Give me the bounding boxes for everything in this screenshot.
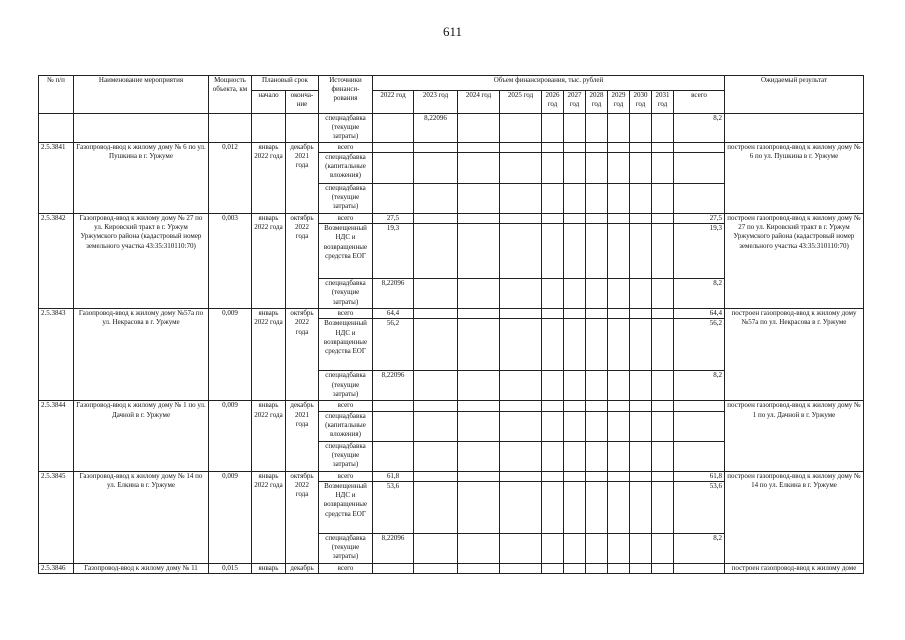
value-2023: 8,22096 <box>414 114 458 143</box>
expected-result: построен газопровод-ввод к жилому дому № 14 по ул. Елкина в г. Уржуме <box>725 471 864 563</box>
value-empty <box>652 114 674 143</box>
value-empty <box>542 371 564 401</box>
start-date: январь 2022 года <box>252 142 286 213</box>
funding-source: спецнадбавка (капитальные вложения) <box>319 152 373 183</box>
value-empty <box>458 563 500 573</box>
funding-source: всего <box>319 142 373 152</box>
value-empty <box>652 411 674 441</box>
value-empty <box>630 152 652 183</box>
row-num: 2.5.3844 <box>39 401 74 471</box>
value-empty <box>630 401 652 411</box>
value-empty <box>630 533 652 563</box>
value-2022: 19,3 <box>373 224 414 279</box>
value-empty <box>564 279 586 309</box>
value-empty <box>586 183 608 213</box>
value-empty <box>652 309 674 319</box>
value-empty <box>630 142 652 152</box>
funding-source: всего <box>319 213 373 223</box>
value-empty <box>586 213 608 223</box>
value-2022 <box>373 411 414 441</box>
value-empty <box>652 401 674 411</box>
value-empty <box>564 309 586 319</box>
value-empty <box>586 142 608 152</box>
value-2022 <box>373 401 414 411</box>
value-2023 <box>414 319 458 371</box>
value-empty <box>500 533 542 563</box>
value-2023 <box>414 471 458 481</box>
value-empty <box>542 441 564 471</box>
value-empty <box>652 224 674 279</box>
value-total: 8,2 <box>674 371 725 401</box>
value-empty <box>564 563 586 573</box>
header-year: 2027 год <box>564 91 586 114</box>
value-total: 61,8 <box>674 471 725 481</box>
value-empty <box>630 319 652 371</box>
value-2023 <box>414 371 458 401</box>
value-empty <box>542 142 564 152</box>
header-capacity: Мощность объекта, км <box>209 76 252 114</box>
financing-table <box>38 75 864 574</box>
value-empty <box>630 224 652 279</box>
value-empty <box>542 533 564 563</box>
value-empty <box>564 114 586 143</box>
value-empty <box>458 142 500 152</box>
measure-name: Газопровод-ввод к жилому дому № 11 <box>74 563 209 573</box>
value-empty <box>458 441 500 471</box>
value-empty <box>608 213 630 223</box>
value-empty <box>652 441 674 471</box>
start-date: январь <box>252 563 286 573</box>
value-empty <box>608 183 630 213</box>
value-2023 <box>414 224 458 279</box>
funding-source: спецнадбавка (текущие затраты) <box>319 441 373 471</box>
value-2023 <box>414 481 458 533</box>
value-empty <box>564 401 586 411</box>
value-empty <box>458 319 500 371</box>
value-total <box>674 152 725 183</box>
value-empty <box>542 411 564 441</box>
row-num <box>39 114 74 143</box>
value-2022 <box>373 114 414 143</box>
value-empty <box>608 114 630 143</box>
value-2022 <box>373 183 414 213</box>
value-empty <box>542 471 564 481</box>
value-empty <box>652 152 674 183</box>
value-empty <box>608 319 630 371</box>
value-empty <box>630 114 652 143</box>
funding-source: всего <box>319 309 373 319</box>
measure-name: Газопровод-ввод к жилому дому № 14 по ул. Елкина в г. Уржуме <box>74 471 209 563</box>
header-year: 2030 год <box>630 91 652 114</box>
value-2022: 56,2 <box>373 319 414 371</box>
header-year: 2028 год <box>586 91 608 114</box>
value-empty <box>500 401 542 411</box>
table-row <box>39 114 864 143</box>
value-2022: 8,22096 <box>373 371 414 401</box>
expected-result <box>725 114 864 143</box>
value-empty <box>500 142 542 152</box>
end-date: декабрь 2021 года <box>286 142 319 213</box>
value-empty <box>586 441 608 471</box>
funding-source: спецнадбавка (текущие затраты) <box>319 533 373 563</box>
measure-name <box>74 114 209 143</box>
start-date: январь 2022 года <box>252 213 286 308</box>
expected-result: построен газопровод-ввод к жилому дому №57а по ул. Некрасова в г. Уржуме <box>725 309 864 401</box>
value-empty <box>500 114 542 143</box>
end-date: декабрь 2021 года <box>286 401 319 471</box>
header-start: начало <box>252 91 286 114</box>
end-date: декабрь <box>286 563 319 573</box>
value-empty <box>542 114 564 143</box>
value-empty <box>564 533 586 563</box>
value-2023 <box>414 183 458 213</box>
value-2023 <box>414 533 458 563</box>
measure-name: Газопровод-ввод к жилому дому №57а по ул. Некрасова в г. Уржуме <box>74 309 209 401</box>
value-total <box>674 411 725 441</box>
expected-result: построен газопровод-ввод к жилому дому № 27 по ул. Кировский тракт в г. Уржум Уржумского района (кадастровый номер земельного участка 43:35:310110:70) <box>725 213 864 308</box>
capacity: 0,009 <box>209 471 252 563</box>
value-total <box>674 401 725 411</box>
value-empty <box>500 411 542 441</box>
value-empty <box>458 471 500 481</box>
table-row <box>39 563 864 573</box>
value-empty <box>586 401 608 411</box>
value-total: 27,5 <box>674 213 725 223</box>
value-empty <box>586 114 608 143</box>
value-empty <box>608 471 630 481</box>
value-empty <box>458 411 500 441</box>
value-empty <box>586 411 608 441</box>
value-empty <box>630 309 652 319</box>
value-empty <box>542 224 564 279</box>
capacity: 0,009 <box>209 309 252 401</box>
value-empty <box>630 563 652 573</box>
value-2023 <box>414 401 458 411</box>
expected-result: построен газопровод-ввод к жилому дому № 6 по ул. Пушкина в г. Уржуме <box>725 142 864 213</box>
value-total <box>674 183 725 213</box>
value-empty <box>458 481 500 533</box>
value-empty <box>608 533 630 563</box>
start-date: январь 2022 года <box>252 401 286 471</box>
value-empty <box>542 481 564 533</box>
value-empty <box>458 114 500 143</box>
value-empty <box>652 213 674 223</box>
header-year: 2024 год <box>458 91 500 114</box>
value-empty <box>542 401 564 411</box>
value-empty <box>564 411 586 441</box>
capacity <box>209 114 252 143</box>
value-empty <box>652 481 674 533</box>
measure-name: Газопровод-ввод к жилому дому № 6 по ул. Пушкина в г. Уржуме <box>74 142 209 213</box>
value-empty <box>542 563 564 573</box>
value-empty <box>500 371 542 401</box>
value-2022 <box>373 142 414 152</box>
value-empty <box>586 152 608 183</box>
value-empty <box>458 183 500 213</box>
capacity: 0,012 <box>209 142 252 213</box>
value-total <box>674 563 725 573</box>
value-empty <box>500 309 542 319</box>
value-empty <box>542 319 564 371</box>
value-empty <box>542 183 564 213</box>
end-date <box>286 114 319 143</box>
value-empty <box>630 411 652 441</box>
funding-source: спецнадбавка (текущие затраты) <box>319 114 373 143</box>
value-empty <box>608 309 630 319</box>
value-empty <box>608 371 630 401</box>
funding-source: всего <box>319 563 373 573</box>
value-2023 <box>414 213 458 223</box>
header-year: 2031 год <box>652 91 674 114</box>
header-result: Ожидаемый результат <box>725 76 864 114</box>
value-total <box>674 142 725 152</box>
funding-source: Возмещенный НДС и возвращенные средства ЕОГ <box>319 481 373 533</box>
header-end: оконча-ние <box>286 91 319 114</box>
value-empty <box>608 411 630 441</box>
value-empty <box>458 213 500 223</box>
value-total: 64,4 <box>674 309 725 319</box>
value-empty <box>458 279 500 309</box>
funding-source: Возмещенный НДС и возвращенные средства ЕОГ <box>319 319 373 371</box>
value-empty <box>542 152 564 183</box>
value-empty <box>586 279 608 309</box>
start-date <box>252 114 286 143</box>
value-empty <box>608 152 630 183</box>
value-2022 <box>373 152 414 183</box>
header-source: Источники финанси-рования <box>319 76 373 114</box>
value-empty <box>630 481 652 533</box>
value-empty <box>458 309 500 319</box>
value-total: 8,2 <box>674 533 725 563</box>
value-empty <box>586 319 608 371</box>
value-empty <box>630 371 652 401</box>
value-empty <box>608 563 630 573</box>
value-empty <box>564 142 586 152</box>
start-date: январь 2022 года <box>252 471 286 563</box>
value-2022: 53,6 <box>373 481 414 533</box>
value-2023 <box>414 142 458 152</box>
value-empty <box>564 481 586 533</box>
header-year: 2023 год <box>414 91 458 114</box>
value-empty <box>500 213 542 223</box>
value-empty <box>564 371 586 401</box>
value-empty <box>652 533 674 563</box>
row-num: 2.5.3842 <box>39 213 74 308</box>
value-empty <box>586 309 608 319</box>
value-2023 <box>414 563 458 573</box>
capacity: 0,015 <box>209 563 252 573</box>
value-empty <box>500 471 542 481</box>
value-empty <box>586 224 608 279</box>
funding-source: всего <box>319 401 373 411</box>
value-empty <box>500 441 542 471</box>
value-empty <box>608 481 630 533</box>
header-volume: Объем финансирования, тыс. рублей <box>373 76 725 91</box>
value-empty <box>542 279 564 309</box>
value-2023 <box>414 152 458 183</box>
end-date: октябрь 2022 года <box>286 213 319 308</box>
value-2023 <box>414 411 458 441</box>
header-year: 2025 год <box>500 91 542 114</box>
value-empty <box>586 563 608 573</box>
value-empty <box>542 213 564 223</box>
value-empty <box>586 481 608 533</box>
row-num: 2.5.3845 <box>39 471 74 563</box>
table-row <box>39 401 864 411</box>
value-empty <box>564 213 586 223</box>
value-empty <box>500 563 542 573</box>
value-empty <box>500 224 542 279</box>
value-empty <box>500 319 542 371</box>
start-date: январь 2022 года <box>252 309 286 401</box>
value-empty <box>630 213 652 223</box>
value-empty <box>542 309 564 319</box>
funding-source: спецнадбавка (текущие затраты) <box>319 183 373 213</box>
end-date: октябрь 2022 года <box>286 309 319 401</box>
value-empty <box>564 224 586 279</box>
value-total <box>674 441 725 471</box>
value-empty <box>608 224 630 279</box>
expected-result: построен газопровод-ввод к жилому дому № 1 по ул. Дачной в г. Уржуме <box>725 401 864 471</box>
value-empty <box>500 279 542 309</box>
table-body <box>39 114 864 574</box>
table-row <box>39 142 864 152</box>
value-empty <box>458 533 500 563</box>
value-empty <box>652 142 674 152</box>
value-total: 56,2 <box>674 319 725 371</box>
header-total: всего <box>674 91 725 114</box>
value-2022: 64,4 <box>373 309 414 319</box>
value-total: 53,6 <box>674 481 725 533</box>
value-2022 <box>373 563 414 573</box>
value-total: 8,2 <box>674 279 725 309</box>
header-num: № п/п <box>39 76 74 114</box>
row-num: 2.5.3843 <box>39 309 74 401</box>
value-empty <box>652 371 674 401</box>
value-empty <box>630 441 652 471</box>
value-empty <box>652 279 674 309</box>
value-empty <box>458 224 500 279</box>
value-empty <box>586 533 608 563</box>
header-period: Плановый срок <box>252 76 319 91</box>
value-2023 <box>414 441 458 471</box>
value-empty <box>564 183 586 213</box>
value-empty <box>630 471 652 481</box>
value-empty <box>608 142 630 152</box>
value-empty <box>608 279 630 309</box>
value-empty <box>458 152 500 183</box>
value-total: 19,3 <box>674 224 725 279</box>
value-empty <box>564 441 586 471</box>
measure-name: Газопровод-ввод к жилому дому № 1 по ул. Дачной в г. Уржуме <box>74 401 209 471</box>
value-2022 <box>373 441 414 471</box>
value-empty <box>652 319 674 371</box>
value-2023 <box>414 309 458 319</box>
header-name: Наименование мероприятия <box>74 76 209 114</box>
header-year: 2022 год <box>373 91 414 114</box>
value-empty <box>564 319 586 371</box>
funding-source: всего <box>319 471 373 481</box>
funding-source: спецнадбавка (текущие затраты) <box>319 371 373 401</box>
value-2022: 8,22096 <box>373 533 414 563</box>
table-row <box>39 309 864 319</box>
measure-name: Газопровод-ввод к жилому дому № 27 по ул. Кировский тракт в г. Уржум Уржумского района (кадастровый номер земельного участка 43:35:310110:70) <box>74 213 209 308</box>
value-2022: 27,5 <box>373 213 414 223</box>
value-empty <box>652 471 674 481</box>
value-empty <box>652 563 674 573</box>
value-total: 8,2 <box>674 114 725 143</box>
capacity: 0,009 <box>209 401 252 471</box>
value-empty <box>608 441 630 471</box>
value-empty <box>630 279 652 309</box>
header-year: 2026 год <box>542 91 564 114</box>
value-empty <box>586 471 608 481</box>
value-empty <box>586 371 608 401</box>
header-year: 2029 год <box>608 91 630 114</box>
value-empty <box>564 471 586 481</box>
page-number: 611 <box>442 24 463 39</box>
end-date: октябрь 2022 года <box>286 471 319 563</box>
value-2022: 8,22096 <box>373 279 414 309</box>
table-row <box>39 213 864 223</box>
row-num: 2.5.3841 <box>39 142 74 213</box>
value-empty <box>500 152 542 183</box>
funding-source: спецнадбавка (капитальные вложения) <box>319 411 373 441</box>
value-empty <box>630 183 652 213</box>
value-empty <box>458 371 500 401</box>
funding-source: Возмещенный НДС и возвращенные средства ЕОГ <box>319 224 373 279</box>
value-empty <box>458 401 500 411</box>
capacity: 0,003 <box>209 213 252 308</box>
table-row <box>39 471 864 481</box>
row-num: 2.5.3846 <box>39 563 74 573</box>
value-empty <box>564 152 586 183</box>
value-empty <box>652 183 674 213</box>
value-empty <box>500 481 542 533</box>
value-2023 <box>414 279 458 309</box>
value-empty <box>500 183 542 213</box>
value-empty <box>608 401 630 411</box>
value-2022: 61,8 <box>373 471 414 481</box>
expected-result: построен газопровод-ввод к жилому доме <box>725 563 864 573</box>
funding-source: спецнадбавка (текущие затраты) <box>319 279 373 309</box>
